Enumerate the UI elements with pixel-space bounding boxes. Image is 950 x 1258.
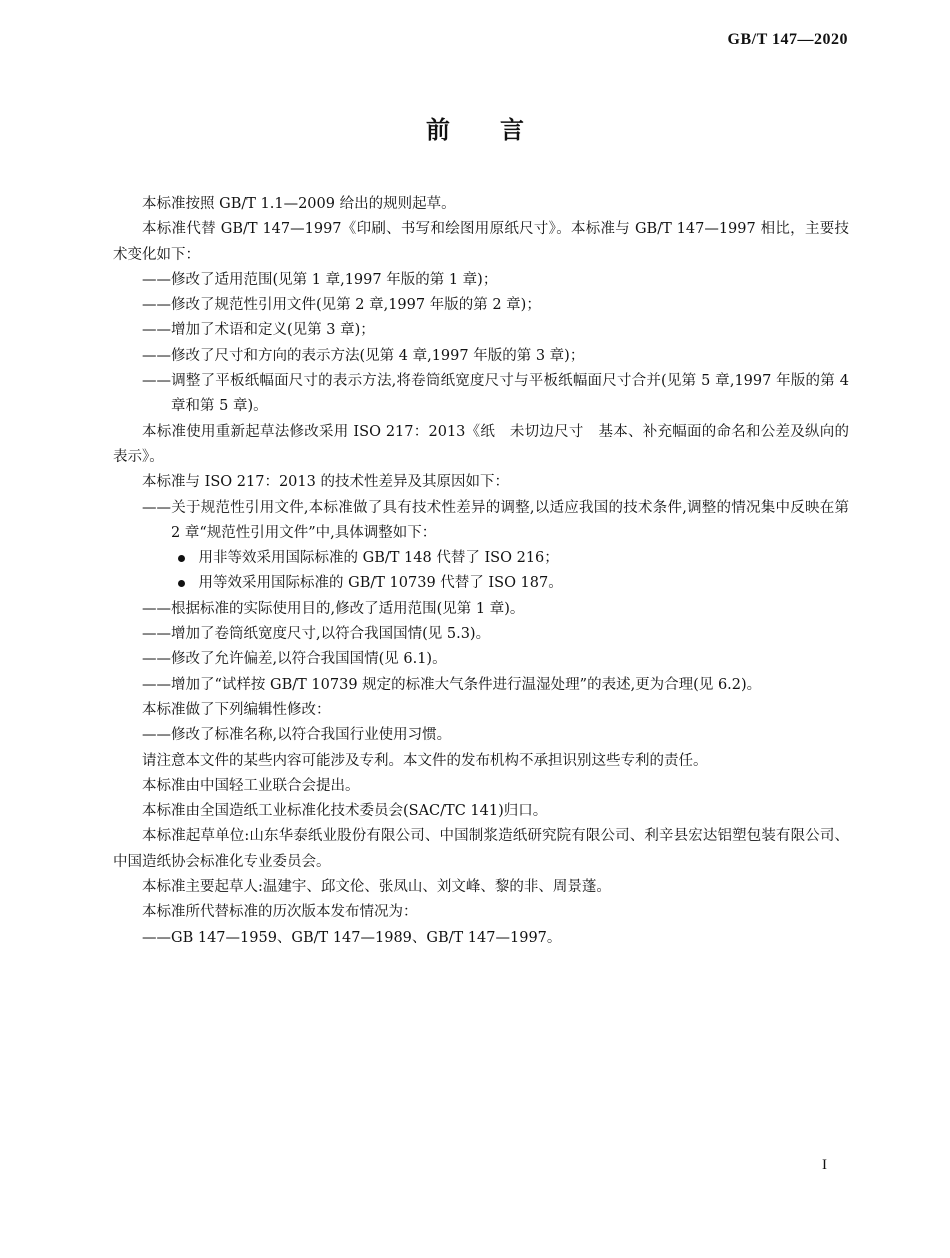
dash-list-item: ——增加了“试样按 GB/T 10739 规定的标准大气条件进行温湿处理”的表述,更为合理(见 6.2)。 [142,676,762,693]
dash-list-item: ——修改了尺寸和方向的表示方法(见第 4 章,1997 年版的第 3 章)； [142,347,585,364]
dash-list-item: ——增加了卷筒纸宽度尺寸,以符合我国国情(见 5.3)。 [142,626,491,643]
bullet-item [113,571,849,596]
body-paragraph: 本标准使用重新起草法修改采用 ISO 217：2013《纸 未切边尺寸 基本、补充幅面的命名和公差及纵向的表示》。 [113,423,849,465]
body-paragraph: 本标准与 ISO 217：2013 的技术性差异及其原因如下： [142,474,509,491]
body-paragraph: 本标准起草单位:山东华泰纸业股份有限公司、中国制浆造纸研究院有限公司、利辛县宏达铝塑包装有限公司、中国造纸协会标准化专业委员会。 [113,828,849,870]
dash-list-item: ——增加了术语和定义(见第 3 章)； [142,322,375,339]
dash-list-item: ——修改了适用范围(见第 1 章,1997 年版的第 1 章)； [142,271,498,288]
body-paragraph: 本标准由中国轻工业联合会提出。 [142,777,360,794]
body-paragraph: 本标准代替 GB/T 147—1997《印刷、书写和绘图用原纸尺寸》。本标准与 GB/T 147—1997 相比，主要技术变化如下： [113,221,849,263]
dash-list-item: ——修改了允许偏差,以符合我国国情(见 6.1)。 [142,651,447,668]
dash-list-item: ——关于规范性引用文件,本标准做了具有技术性差异的调整,以适应我国的技术条件,调整的情况集中反映在第 2 章“规范性引用文件”中,具体调整如下： [142,499,849,541]
page-number: I [822,1157,827,1173]
dash-list-item: ——修改了标准名称,以符合我国行业使用习惯。 [142,727,452,744]
bullet-dot-icon [178,555,185,562]
bullet-dot-icon [178,580,185,587]
body-paragraph: 本标准按照 GB/T 1.1—2009 给出的规则起草。 [142,196,456,212]
body-paragraph: 请注意本文件的某些内容可能涉及专利。本文件的发布机构不承担识别这些专利的责任。 [142,752,708,769]
standard-code: GB/T 147—2020 [727,31,848,48]
body-paragraph: 本标准所代替标准的历次版本发布情况为： [142,904,418,921]
page-title: 前言 [426,116,574,144]
bullet-item [113,546,849,571]
body-paragraph: 本标准主要起草人:温建宇、邱文伦、张凤山、刘文峰、黎的非、周景蓬。 [142,879,611,896]
bullet-item-text: 用等效采用国际标准的 GB/T 10739 代替了 ISO 187。 [198,575,563,592]
foreword-body [113,192,849,951]
bullet-item-text: 用非等效采用国际标准的 GB/T 148 代替了 ISO 216； [198,550,559,567]
dash-list-item: ——修改了规范性引用文件(见第 2 章,1997 年版的第 2 章)； [142,297,541,314]
body-paragraph: 本标准由全国造纸工业标准化技术委员会(SAC/TC 141)归口。 [142,803,548,820]
dash-list-item: ——GB 147—1959、GB/T 147—1989、GB/T 147—1997。 [142,929,562,946]
dash-list-item: ——调整了平板纸幅面尺寸的表示方法,将卷筒纸宽度尺寸与平板纸幅面尺寸合并(见第 5 章,1997 年版的第 4 章和第 5 章)。 [142,373,849,415]
body-paragraph: 本标准做了下列编辑性修改： [142,701,331,718]
dash-list-item: ——根据标准的实际使用目的,修改了适用范围(见第 1 章)。 [142,600,525,617]
